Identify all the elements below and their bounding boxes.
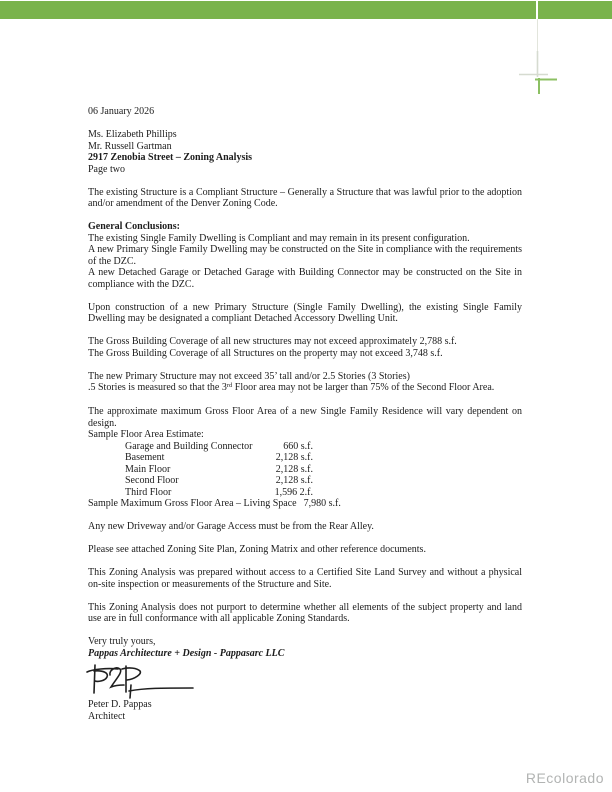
estimate-value: 2,128 s.f.	[275, 463, 313, 475]
firm-name: Pappas Architecture + Design - Pappasarc LLC	[88, 647, 285, 659]
estimate-label: Garage and Building Connector	[125, 440, 253, 452]
estimate-value: 660 s.f.	[283, 440, 313, 452]
signer-name: Peter D. Pappas	[88, 699, 152, 710]
estimate-row	[88, 464, 522, 476]
recipient-name-2: Mr. Russell Gartman	[88, 140, 172, 152]
estimate-heading: Sample Floor Area Estimate:	[88, 429, 204, 440]
recipient-name-1: Ms. Elizabeth Phillips	[88, 129, 177, 140]
crosshair-mark-icon	[515, 48, 561, 98]
estimate-row	[88, 441, 522, 453]
ordinal-superscript: rd	[226, 382, 233, 389]
estimate-total-row	[88, 498, 522, 510]
conclusion-new-primary: A new Primary Single Family Dwelling may be constructed on the Site in compliance with the requirements of the DZC.	[88, 244, 522, 267]
green-header-bar	[0, 1, 612, 19]
estimate-label: Second Floor	[125, 475, 179, 486]
paragraph-stories-rule	[88, 382, 522, 395]
paragraph-disclaimer-conformance: This Zoning Analysis does not purport to determine whether all elements of the subject property and land use are in full conformance with all applicable Zoning Standards.	[88, 601, 522, 624]
stories-rule-text: .5 Stories is measured so that the 3	[88, 382, 227, 393]
estimate-row	[88, 475, 522, 487]
estimate-label: Main Floor	[125, 463, 171, 475]
conclusion-detached-garage: A new Detached Garage or Detached Garage with Building Connector may be constructed on the Site in compliance with the DZC.	[88, 267, 522, 290]
estimate-value: 2,128 s.f.	[275, 475, 313, 486]
estimate-row	[88, 487, 522, 499]
stories-rule-text-end: Floor area may not be larger than 75% of the Second Floor Area.	[232, 382, 495, 393]
signature	[85, 661, 201, 699]
estimate-label: Basement	[125, 452, 165, 463]
paragraph-coverage-new: The Gross Building Coverage of all new structures may not exceed approximately 2,788 s.f.	[88, 336, 457, 347]
estimate-row	[88, 452, 522, 464]
paragraph-adu-designation: Upon construction of a new Primary Structure (Single Family Dwelling), the existing Single Family Dwelling may be designated a compliant Detached Accessory Dwelling Unit.	[88, 301, 522, 324]
page-number-label: Page two	[88, 163, 125, 175]
closing-salutation: Very truly yours,	[88, 636, 156, 647]
estimate-total-value: 7,980 s.f.	[303, 498, 341, 509]
recolorado-watermark: REcolorado	[525, 770, 604, 786]
letter-subject: 2917 Zenobia Street – Zoning Analysis	[88, 152, 253, 163]
paragraph-disclaimer-survey: This Zoning Analysis was prepared without access to a Certified Site Land Survey and without a physical on-site inspection or measurements of the Structure and Site.	[88, 567, 522, 590]
paragraph-height-limit: The new Primary Structure may not exceed 35’ tall and/or 2.5 Stories (3 Stories)	[88, 370, 410, 382]
paragraph-attached-documents: Please see attached Zoning Site Plan, Zoning Matrix and other reference documents.	[88, 544, 426, 555]
paragraph-driveway-access: Any new Driveway and/or Garage Access must be from the Rear Alley.	[88, 521, 374, 532]
paragraph-gross-floor-area: The approximate maximum Gross Floor Area of a new Single Family Residence will vary dependent on design.	[88, 406, 522, 429]
signer-title: Architect	[88, 710, 126, 722]
estimate-value: 1,596 2.f.	[274, 486, 313, 498]
conclusion-existing-dwelling: The existing Single Family Dwelling is Compliant and may remain in its present configuration.	[88, 232, 470, 244]
header-bar-divider	[536, 1, 538, 19]
paragraph-compliant-structure: The existing Structure is a Compliant Structure – Generally a Structure that was lawful prior to the adoption and/or amendment of the Denver Zoning Code.	[88, 186, 522, 209]
estimate-value: 2,128 s.f.	[275, 452, 313, 463]
letter-date: 06 January 2026	[88, 106, 155, 117]
general-conclusions-heading: General Conclusions:	[88, 221, 180, 232]
letter-body	[88, 106, 522, 722]
paragraph-coverage-all: The Gross Building Coverage of all Structures on the property may not exceed 3,748 s.f.	[88, 347, 443, 359]
estimate-total-label: Sample Maximum Gross Floor Area – Living Space	[88, 498, 297, 509]
estimate-label: Third Floor	[125, 486, 172, 498]
